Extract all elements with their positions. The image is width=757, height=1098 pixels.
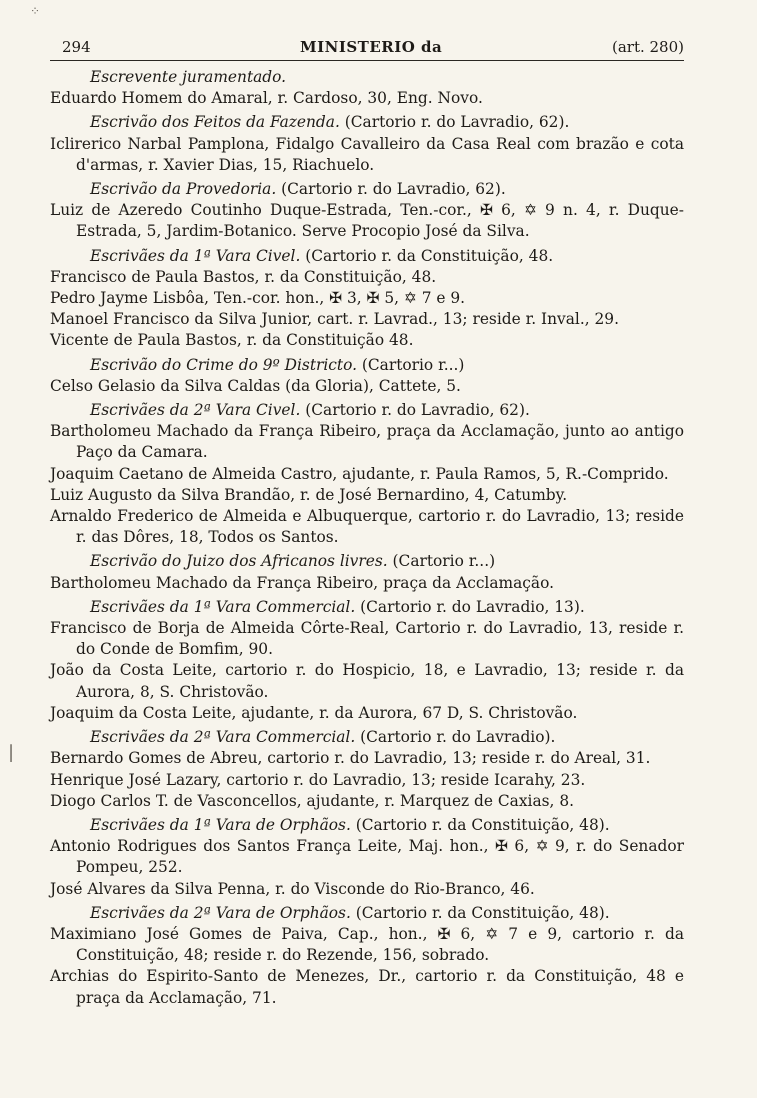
section-heading bbox=[50, 815, 684, 836]
section bbox=[50, 355, 684, 397]
directory-entry: Bartholomeu Machado da França Ribeiro, praça da Acclamação. bbox=[50, 573, 554, 592]
directory-entry: Celso Gelasio da Silva Caldas (da Gloria), Cattete, 5. bbox=[50, 376, 461, 395]
section-heading bbox=[50, 246, 684, 267]
section-note: (Cartorio r. da Constituição, 48). bbox=[355, 815, 610, 834]
directory-entry: Bartholomeu Machado da França Ribeiro, praça da Acclamação, junto ao antigo Paço da Camara. bbox=[50, 422, 684, 462]
page-header bbox=[50, 34, 684, 61]
directory-entry: Arnaldo Frederico de Almeida e Albuquerque, cartorio r. do Lavradio, 13; reside r. das Dôres, 18, Todos os Santos. bbox=[50, 507, 684, 547]
section bbox=[50, 112, 684, 176]
section-heading bbox=[50, 179, 684, 200]
page-number: 294 bbox=[62, 38, 91, 56]
section bbox=[50, 815, 684, 900]
section-title: Escrivão do Juizo dos Africanos livres. bbox=[90, 552, 388, 571]
section-note: (Cartorio r. da Constituição, 48). bbox=[355, 903, 610, 922]
section-note: (Cartorio r. do Lavradio). bbox=[360, 728, 556, 747]
directory-entry: Joaquim Caetano de Almeida Castro, ajudante, r. Paula Ramos, 5, R.-Comprido. bbox=[50, 464, 669, 483]
section-note: (Cartorio r. do Lavradio, 13). bbox=[360, 597, 585, 616]
section bbox=[50, 551, 684, 593]
section-note: (Cartorio r. do Lavradio, 62). bbox=[344, 113, 570, 132]
section-title: Escrivães da 1ª Vara de Orphãos. bbox=[90, 815, 351, 834]
margin-rule-left: | bbox=[8, 742, 15, 763]
section-title: Escrivães da 2ª Vara de Orphãos. bbox=[90, 903, 351, 922]
section-heading bbox=[50, 112, 684, 133]
section-title: Escrivão da Provedoria. bbox=[90, 180, 277, 199]
section-note: (Cartorio r...) bbox=[392, 552, 496, 571]
section-heading bbox=[50, 67, 684, 88]
section-title: Escrivão dos Feitos da Fazenda. bbox=[90, 113, 340, 132]
directory-entry: Diogo Carlos T. de Vasconcellos, ajudante, r. Marquez de Caxias, 8. bbox=[50, 791, 574, 810]
section-title: Escrivães da 2ª Vara Civel. bbox=[90, 401, 301, 420]
section-note: (Cartorio r...) bbox=[361, 355, 465, 374]
running-title: MINISTERIO da bbox=[300, 38, 443, 56]
directory-entry: Vicente de Paula Bastos, r. da Constituição 48. bbox=[50, 331, 414, 350]
article-reference: (art. 280) bbox=[611, 38, 684, 56]
section-note: (Cartorio r. do Lavradio, 62). bbox=[305, 401, 530, 420]
section-heading bbox=[50, 400, 684, 421]
section-heading bbox=[50, 727, 684, 748]
section-title: Escrivão do Crime do 9º Districto. bbox=[90, 355, 357, 374]
section-heading bbox=[50, 903, 684, 924]
directory-entry: Antonio Rodrigues dos Santos França Leite, Maj. hon., ✠ 6, ✡ 9, r. do Senador Pompeu, 252. bbox=[50, 837, 684, 877]
section-note: (Cartorio r. do Lavradio, 62). bbox=[281, 180, 506, 199]
directory-entry: Maximiano José Gomes de Paiva, Cap., hon., ✠ 6, ✡ 7 e 9, cartorio r. da Constituição, 48; reside r. do Rezende, 156, sobrado. bbox=[50, 924, 684, 965]
section-title: Escrevente juramentado. bbox=[90, 68, 287, 86]
section-heading bbox=[50, 355, 684, 376]
section bbox=[50, 903, 684, 1009]
section-heading bbox=[50, 551, 684, 572]
section-title: Escrivães da 2ª Vara Commercial. bbox=[90, 728, 356, 747]
directory-entry: Luiz Augusto da Silva Brandão, r. de José Bernardino, 4, Catumby. bbox=[50, 485, 568, 504]
directory-entry: João da Costa Leite, cartorio r. do Hospicio, 18, e Lavradio, 13; reside r. da Aurora, 8, S. Christovão. bbox=[50, 661, 684, 701]
section-title: Escrivães da 1ª Vara Civel. bbox=[90, 246, 301, 265]
section bbox=[50, 67, 684, 109]
section bbox=[50, 179, 684, 243]
page-content bbox=[50, 67, 684, 1009]
directory-entry: Henrique José Lazary, cartorio r. do Lavradio, 13; reside Icarahy, 23. bbox=[50, 770, 586, 789]
document-page bbox=[50, 34, 684, 1009]
directory-entry: Francisco de Borja de Almeida Côrte-Real, Cartorio r. do Lavradio, 13, reside r. do Conde de Bomfim, 90. bbox=[50, 619, 684, 659]
section bbox=[50, 400, 684, 548]
section-title: Escrivães da 1ª Vara Commercial. bbox=[90, 597, 356, 616]
directory-entry: Pedro Jayme Lisbôa, Ten.-cor. hon., ✠ 3, ✠ 5, ✡ 7 e 9. bbox=[50, 289, 466, 308]
section-note: (Cartorio r. da Constituição, 48. bbox=[305, 246, 554, 265]
directory-entry: Iclirerico Narbal Pamplona, Fidalgo Cavalleiro da Casa Real com brazão e cota d'armas, r. Xavier Dias, 15, Riachuelo. bbox=[50, 134, 684, 174]
directory-entry: Bernardo Gomes de Abreu, cartorio r. do Lavradio, 13; reside r. do Areal, 31. bbox=[50, 749, 651, 768]
directory-entry: Archias do Espirito-Santo de Menezes, Dr., cartorio r. da Constituição, 48 e praça da Acclamação, 71. bbox=[50, 967, 684, 1007]
directory-entry: Eduardo Homem do Amaral, r. Cardoso, 30, Eng. Novo. bbox=[50, 89, 483, 108]
directory-entry: Joaquim da Costa Leite, ajudante, r. da Aurora, 67 D, S. Christovão. bbox=[50, 703, 578, 722]
directory-entry: Luiz de Azeredo Coutinho Duque-Estrada, Ten.-cor., ✠ 6, ✡ 9 n. 4, r. Duque-Estrada, 5, Jardim-Botanico. Serve Procopio José da Silva. bbox=[50, 201, 684, 241]
section bbox=[50, 727, 684, 812]
section-heading bbox=[50, 597, 684, 618]
directory-entry: Francisco de Paula Bastos, r. da Constituição, 48. bbox=[50, 267, 437, 286]
section bbox=[50, 597, 684, 724]
directory-entry: Manoel Francisco da Silva Junior, cart. r. Lavrad., 13; reside r. Inval., 29. bbox=[50, 310, 619, 329]
directory-entry: José Alvares da Silva Penna, r. do Visconde do Rio-Branco, 46. bbox=[50, 879, 535, 898]
section bbox=[50, 246, 684, 352]
margin-speck-top: ⁘ bbox=[30, 4, 41, 18]
